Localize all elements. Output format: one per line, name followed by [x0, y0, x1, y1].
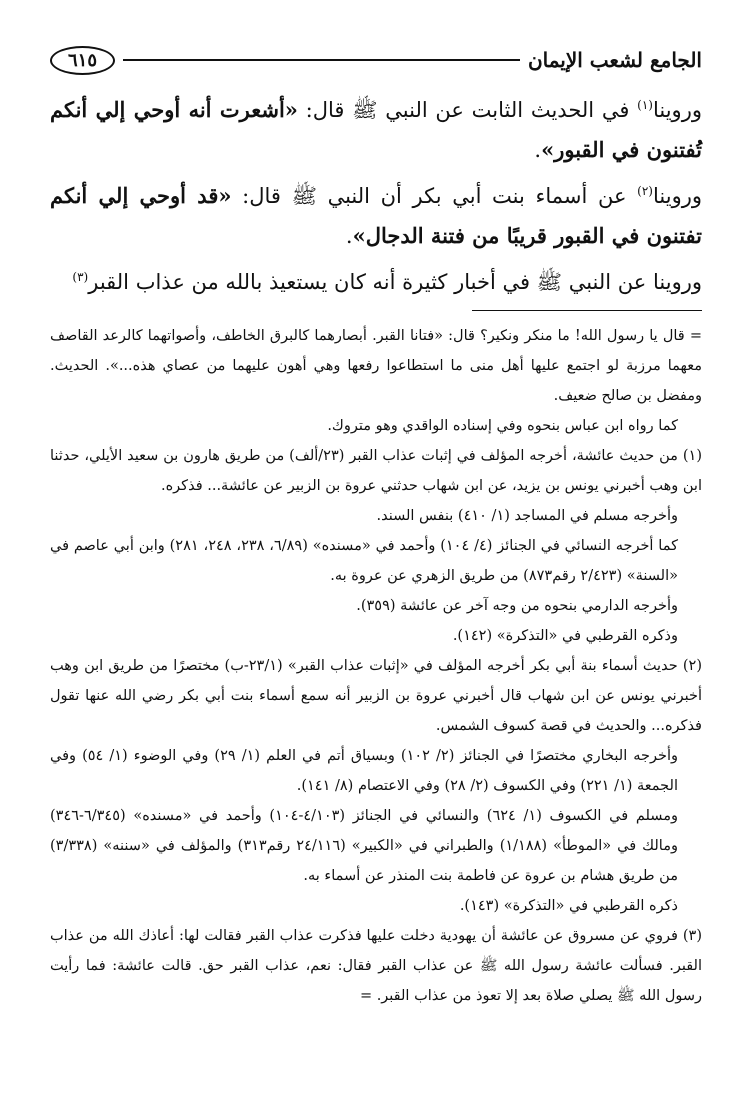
footnotes — [50, 321, 702, 1011]
footnote-line: وأخرجه مسلم في المساجد (١/ ٤١٠) بنفس السند. — [376, 508, 678, 524]
page — [50, 40, 702, 1011]
main-paragraph-1 — [50, 90, 702, 170]
footnote-ref-3: (٣) — [72, 270, 89, 284]
footnote-line: كما رواه ابن عباس بنحوه وفي إسناده الواقدي وهو متروك. — [327, 418, 678, 434]
paragraph-intro: وروينا — [652, 184, 702, 208]
hadith-quote: «قد أوحي إلي أنكم تفتنون في القبور قريبًا من فتنة الدجال» — [50, 183, 702, 248]
hadith-quote: «أشعرت أنه أوحي إلي أنكم تُفتنون في القبور» — [50, 97, 702, 162]
main-paragraph-2 — [50, 176, 702, 256]
main-text — [50, 90, 702, 302]
paragraph-end: . — [534, 138, 542, 162]
paragraph-intro: وروينا — [652, 98, 702, 122]
footnote-line: (١) من حديث عائشة، أخرجه المؤلف في إثبات عذاب القبر (٢٣/ألف) من طريق هارون بن سعيد الأيلي، حدثنا ابن وهب أخبرني يونس بن يزيد، عن ابن شهاب حدثني عروة بن الزبير عن عائشة... فذكره. — [50, 448, 702, 494]
paragraph-text: في الحديث الثابت عن النبي ﷺ قال: — [297, 98, 638, 122]
footnote-line: = قال يا رسول الله! ما منكر ونكير؟ قال: «فتانا القبر. أبصارهما كالبرق الخاطف، وأصواتهما كالرعد القاصف معهما مرزبة لو اجتمع عليها أهل منى ما استطاعوا رفعها وهي أهون عليهما من عصاي هذه...». الحديث. ومفضل بن صالح ضعيف. — [50, 328, 702, 404]
footnote-separator — [472, 310, 702, 311]
footnote-line: ذكره القرطبي في «التذكرة» (١٤٣). — [459, 898, 678, 914]
paragraph-text: عن أسماء بنت أبي بكر أن النبي ﷺ قال: — [231, 184, 638, 208]
paragraph-intro: وروينا عن النبي ﷺ في أخبار كثيرة أنه كان يستعيذ بالله من عذاب القبر — [88, 270, 702, 294]
running-header — [50, 40, 702, 80]
footnote-line: ومسلم في الكسوف (١/ ٦٢٤) والنسائي في الجنائز (٤/١٠٣-١٠٤) وأحمد في «مسنده» (٦/٣٤٥-٣٤٦) ومالك في «الموطأ» (١/١٨٨) والطبراني في «الكبير» (٢٤/١١٦ رقم٣١٣) والمؤلف في «سننه» (٣/٣٣٨) من طريق هشام بن عروة عن فاطمة بنت المنذر عن أسماء به. — [50, 808, 678, 884]
footnote-line: وأخرجه البخاري مختصرًا في الجنائز (٢/ ١٠٢) وبسياق أتم في العلم (١/ ٢٩) وفي الوضوء (١/ ٥٤) وفي الجمعة (١/ ٢٢١) وفي الكسوف (٢/ ٢٨) وفي الاعتصام (٨/ ١٤١). — [50, 748, 679, 794]
footnote-ref-2: (٢) — [637, 184, 653, 198]
footnote-line: (٢) حديث أسماء بنة أبي بكر أخرجه المؤلف في «إثبات عذاب القبر» (٢٣/١-ب) مختصرًا من طريق ابن وهب أخبرني يونس عن ابن شهاب قال أخبرني عروة بن الزبير أنه سمع أسماء بنت أبي بكر رضي الله عنها تقول فذكره... والحديث في قصة كسوف الشمس. — [50, 658, 702, 734]
header-rule — [123, 59, 520, 61]
page-number: ٦١٥ — [50, 46, 115, 75]
footnote-line: (٣) فروي عن مسروق عن عائشة أن يهودية دخلت عليها فذكرت عذاب القبر فقالت لها: أعاذك الله من عذاب القبر. فسألت عائشة رسول الله ﷺ عن عذاب القبر فقال: نعم، عذاب القبر حق. قالت عائشة: فما رأيت رسول الله ﷺ يصلي صلاة بعد إلا تعوذ من عذاب القبر. = — [50, 928, 702, 1004]
footnote-line: وأخرجه الدارمي بنحوه من وجه آخر عن عائشة (٣٥٩). — [356, 598, 678, 614]
running-header-title: الجامع لشعب الإيمان — [527, 48, 702, 72]
footnote-line: كما أخرجه النسائي في الجنائز (٤/ ١٠٤) وأحمد في «مسنده» (٦/٨٩، ٢٣٨، ٢٤٨، ٢٨١) وابن أبي عاصم في «السنة» (٢/٤٢٣ رقم٨٧٣) من طريق الزهري عن عروة به. — [50, 538, 678, 584]
main-paragraph-3 — [50, 262, 702, 302]
footnote-line: وذكره القرطبي في «التذكرة» (١٤٢). — [452, 628, 678, 644]
paragraph-end: . — [345, 224, 353, 248]
footnote-ref-1: (١) — [637, 98, 653, 112]
